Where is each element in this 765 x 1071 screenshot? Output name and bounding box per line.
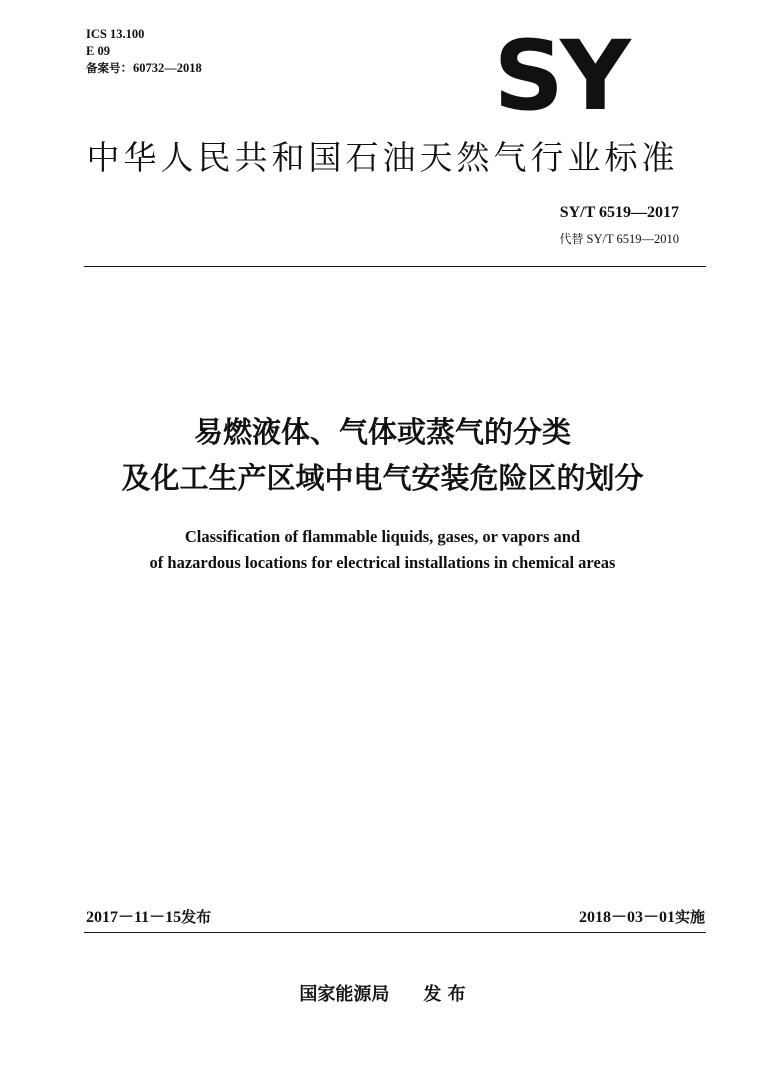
sy-logo: SY [493, 20, 627, 132]
implement-label: 实施 [674, 908, 705, 926]
issuer-action: 发 布 [423, 984, 466, 1005]
issue-date: 2017－11－15 [86, 909, 182, 926]
bottom-divider [84, 932, 706, 933]
issuer-name: 国家能源局 [299, 984, 390, 1005]
chinese-title-line2: 及化工生产区域中电气安装危险区的划分 [121, 461, 644, 495]
replaces-line [559, 230, 679, 247]
org-title: 中华人民共和国石油天然气行业标准 [86, 138, 679, 177]
filing-number-line [86, 60, 202, 77]
implement-date: 2018－03－01 [578, 909, 675, 926]
ics-code: ICS 13.100 [86, 27, 145, 41]
issuer-line [0, 980, 765, 1006]
chinese-title-line1: 易燃液体、气体或蒸气的分类 [193, 415, 571, 449]
standard-code: SY/T 6519—2017 [559, 204, 679, 221]
filing-separator: ： [120, 61, 134, 75]
issue-date-line [86, 904, 211, 927]
implement-date-line [579, 904, 705, 927]
english-title-line1: Classification of flammable liquids, gases, or vapors and [184, 527, 581, 546]
classification-code: E 09 [86, 44, 110, 58]
english-title-line2: of hazardous locations for electrical installations in chemical areas [149, 553, 616, 572]
issue-label: 发布 [181, 908, 212, 926]
replaces-code: SY/T 6519—2010 [586, 232, 679, 246]
top-divider [84, 266, 706, 267]
replaces-label: 代替 [559, 232, 584, 246]
filing-number: 60732—2018 [133, 61, 202, 75]
filing-label: 备案号 [86, 61, 121, 75]
